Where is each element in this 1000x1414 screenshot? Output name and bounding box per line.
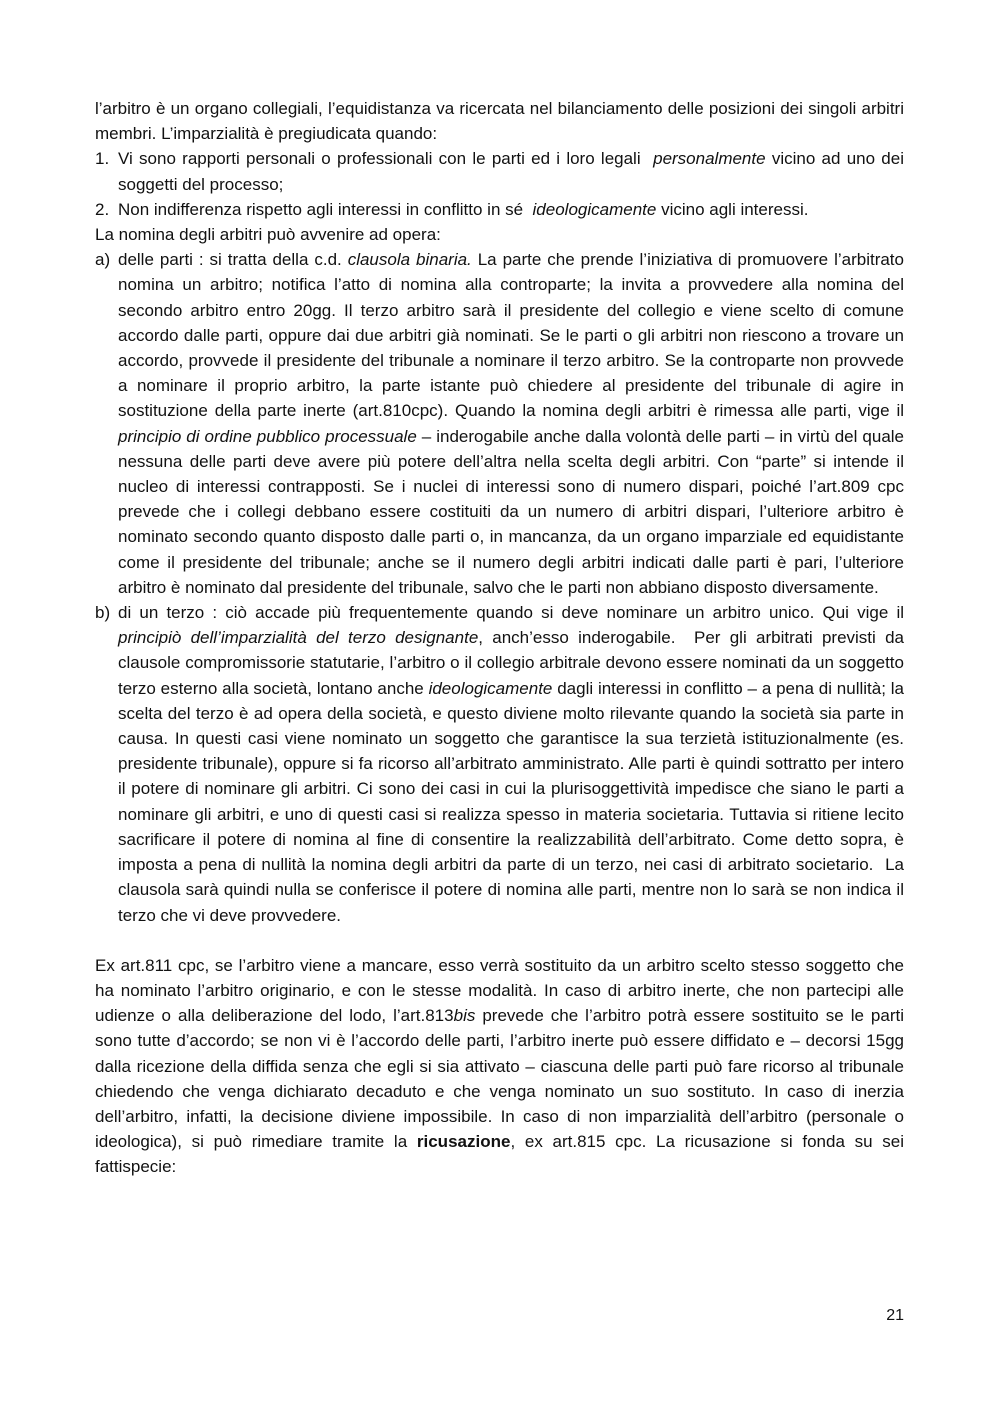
italic-term: bis bbox=[453, 1006, 476, 1026]
text-run: – inderogabile anche dalla volontà delle parti – in virtù del quale nessuna delle parti deve avere più potere dell’altra nella scelta degli arbitri. Con “parte” si intende il nucleo di interessi contrapposti. Se i nuclei di interessi sono di numero dispari, poiché l’art.809 cpc prevede che i collegi debbano essere costituiti da un numero di arbitri dispari, l’ulteriore arbitro è nominato secondo quanto disposto dalle parti o, in mancanza, da un organo imparziale ed equidistante come il presidente del tribunale; anche se il numero degli arbitri indicati dalle parti è pari, l’ulteriore arbitro è nominato dal presidente del tribunale, salvo che le parti non abbiano disposto diversamente. bbox=[118, 426, 904, 597]
italic-term: clausola binaria. bbox=[347, 250, 472, 270]
page-content bbox=[95, 96, 909, 1180]
text-run: Non indifferenza rispetto agli interessi in conflitto in sé bbox=[118, 199, 533, 219]
list-marker: 2. bbox=[95, 199, 110, 219]
lettered-item-b bbox=[95, 600, 909, 928]
text-run: vicino agli interessi. bbox=[656, 199, 809, 219]
italic-term: principiò dell’imparzialità del terzo designante bbox=[118, 628, 479, 648]
intro-paragraph: l’arbitro è un organo collegiali, l’equidistanza va ricercata nel bilanciamento delle posizioni dei singoli arbitri membri. L’imparzialità è pregiudicata quando: bbox=[95, 99, 904, 144]
page-number: 21 bbox=[886, 1307, 904, 1324]
list-marker: b) bbox=[95, 603, 111, 623]
text-run: Vi sono rapporti personali o professionali con le parti ed i loro legali bbox=[118, 149, 654, 169]
lettered-item-a bbox=[95, 247, 904, 600]
italic-term: ideologicamente bbox=[428, 678, 553, 698]
list-item-text bbox=[118, 146, 904, 196]
list-marker: a) bbox=[95, 250, 111, 270]
text-run: dagli interessi in conflitto – a pena di nullità; la scelta del terzo è ad opera della società, e questo diviene molto rilevante quando la società sia parte in causa. In questi casi viene nominato un soggetto che garantisce la sua terzietà istituzionalmente (es. presidente tribunale), oppure si fa ricorso all’arbitrato amministrato. Alle parti è quindi sottratto per intero il potere di nominare gli arbitri. Ci sono dei casi in cui la plurisoggettività impedisce che siano le parti a nominare gli arbitri, e uno di questi casi si realizza spesso in materia societaria. Tuttavia si ritiene lecito sacrificare il potere di nomina al fine di consentire la realizzabilità dell’arbitrato. Come detto sopra, è imposta a pena di nullità la nomina degli arbitri da parte di un terzo, nei casi di arbitrato societario. La clausola sarà quindi nulla se conferisce il potere di nomina alle parti, mentre non lo sarà se non indica il terzo che vi deve provvedere. bbox=[118, 678, 909, 925]
list-item-text bbox=[118, 197, 904, 222]
italic-term: personalmente bbox=[653, 149, 766, 169]
text-run: delle parti : si tratta della c.d. bbox=[118, 250, 348, 270]
nomina-intro: La nomina degli arbitri può avvenire ad opera: bbox=[95, 225, 441, 245]
numbered-item-2 bbox=[95, 197, 904, 222]
text-run: di un terzo : ciò accade più frequentemente quando si deve nominare un arbitro unico. Qui vige il bbox=[118, 603, 904, 623]
text-run: La parte che prende l’iniziativa di promuovere l’arbitrato nomina un arbitro; notifica l’atto di nomina alla controparte; la invita a provvedere alla nomina del secondo arbitro entro 20gg. Il terzo arbitro sarà il presidente del collegio e viene scelto di comune accordo dalle parti, oppure dai due arbitri già nominati. Se le parti o gli arbitri non riescono a trovare un accordo, provvede il presidente del tribunale a nominare il terzo arbitro. Se la controparte non provvede a nominare il proprio arbitro, la parte istante può chiedere al presidente del tribunale di agire in sostituzione della parte inerte (art.810cpc). Quando la nomina degli arbitri è rimessa alle parti, vige il bbox=[118, 250, 904, 421]
final-paragraph bbox=[95, 953, 904, 1180]
text-run: vicino ad uno dei soggetti del processo; bbox=[118, 149, 904, 194]
list-item-text bbox=[118, 600, 909, 928]
list-marker: 1. bbox=[95, 149, 110, 169]
text-run: Ex art.811 cpc, se l’arbitro viene a mancare, esso verrà sostituito da un arbitro scelto stesso soggetto che ha nominato l’arbitro originario, e con le stesse modalità. In caso di arbitro inerte, che non partecipi alle udienze o alla deliberazione del lodo, l’art.813 bbox=[95, 955, 904, 1026]
text-run: , anch’esso inderogabile. Per gli arbitrati previsti da clausole compromissorie statutarie, l’arbitro o il collegio arbitrale devono essere nominati da un soggetto terzo esterno alla società, lontano anche bbox=[118, 628, 909, 698]
bold-term: ricusazione bbox=[416, 1132, 511, 1152]
text-run: , ex art.815 cpc. La ricusazione si fonda su sei fattispecie: bbox=[95, 1132, 904, 1177]
paragraph-spacer bbox=[95, 928, 904, 953]
text-run: prevede che l’arbitro potrà essere sostituito se le parti sono tutte d’accordo; se non vi è l’accordo delle parti, l’arbitro inerte può essere diffidato e – decorsi 15gg dalla ricezione della diffida senza che egli si sia attivato – ciascuna delle parti può fare ricorso al tribunale chiedendo che venga dichiarato decaduto e che venga nominato un suo sostituto. In caso di inerzia dell’arbitro, infatti, la decisione diviene impossibile. In caso di non imparzialità dell’arbitro (personale o ideologica), si può rimediare tramite la bbox=[95, 1006, 904, 1152]
italic-term: ideologicamente bbox=[532, 199, 657, 219]
numbered-item-1 bbox=[95, 146, 904, 196]
italic-term: principio di ordine pubblico processuale bbox=[118, 426, 417, 446]
list-item-text bbox=[118, 247, 904, 600]
